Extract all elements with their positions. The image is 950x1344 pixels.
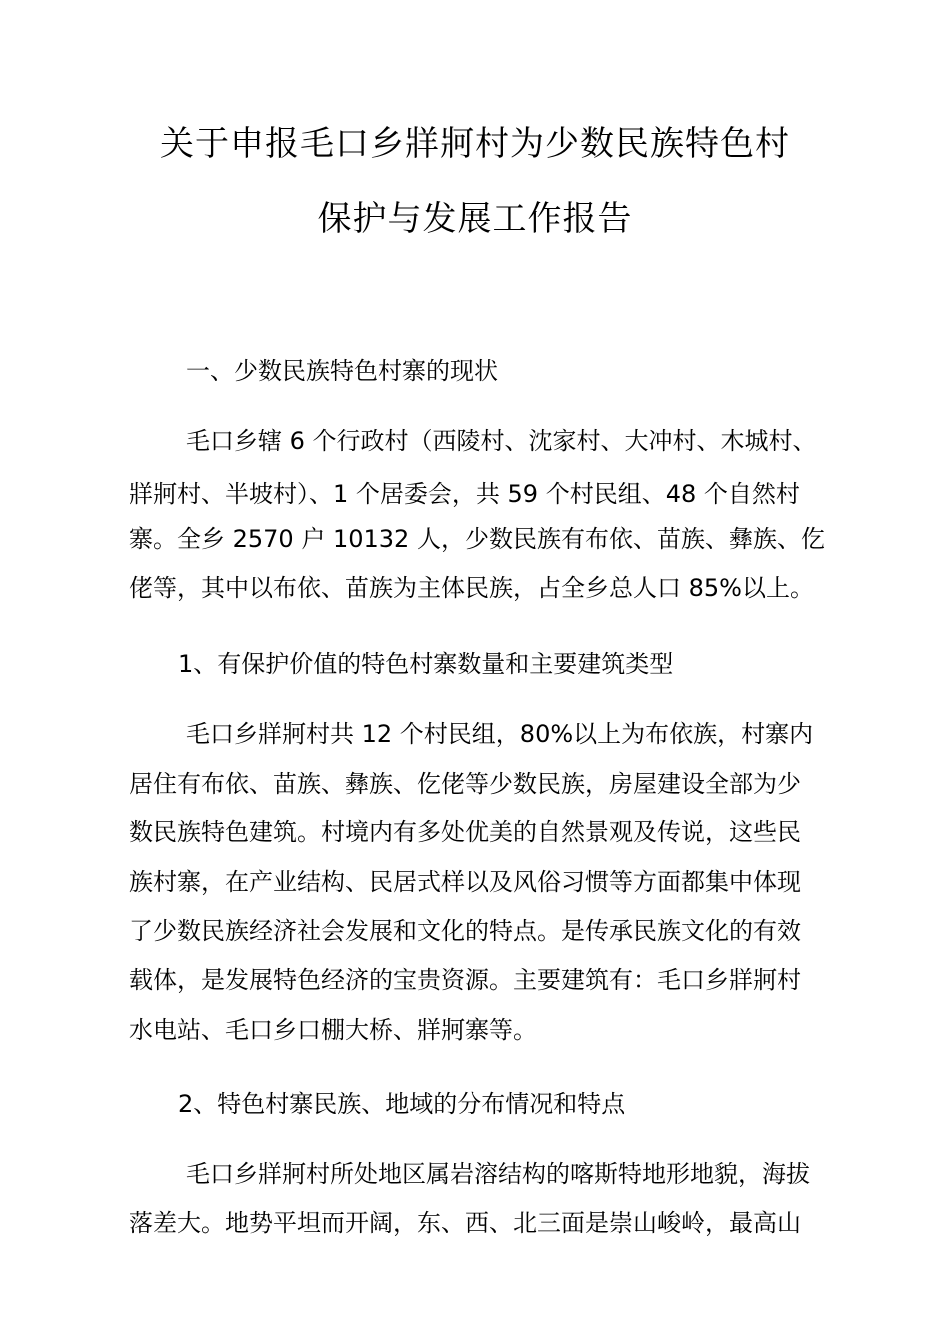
- paragraph-line: 水电站、毛口乡口棚大桥、牂牁寨等。: [129, 1016, 537, 1044]
- section-heading: 一、少数民族特色村寨的现状: [186, 357, 498, 385]
- document-title-line-1: 关于申报毛口乡牂牁村为少数民族特色村: [160, 124, 790, 164]
- subsection-heading: 2、特色村寨民族、地域的分布情况和特点: [178, 1090, 626, 1118]
- subsection-heading: 1、有保护价值的特色村寨数量和主要建筑类型: [178, 650, 674, 678]
- paragraph-line: 了少数民族经济社会发展和文化的特点。是传承民族文化的有效: [129, 917, 801, 945]
- paragraph-line: 寨。全乡 2570 户 10132 人，少数民族有布依、苗族、彝族、仡: [129, 525, 825, 553]
- paragraph-line: 族村寨，在产业结构、民居式样以及风俗习惯等方面都集中体现: [129, 868, 801, 896]
- paragraph-line: 毛口乡牂牁村所处地区属岩溶结构的喀斯特地形地貌，海拔: [186, 1160, 810, 1188]
- document-title-line-2: 保护与发展工作报告: [317, 199, 633, 239]
- paragraph-line: 载体，是发展特色经济的宝贵资源。主要建筑有：毛口乡牂牁村: [129, 966, 801, 994]
- paragraph-line: 佬等，其中以布依、苗族为主体民族，占全乡总人口 85%以上。: [129, 574, 814, 602]
- paragraph-line: 落差大。地势平坦而开阔，东、西、北三面是崇山峻岭，最高山: [129, 1209, 801, 1237]
- paragraph-line: 毛口乡牂牁村共 12 个村民组，80%以上为布依族，村寨内: [186, 720, 814, 748]
- paragraph-line: 居住有布依、苗族、彝族、仡佬等少数民族，房屋建设全部为少: [129, 770, 801, 798]
- paragraph-line: 数民族特色建筑。村境内有多处优美的自然景观及传说，这些民: [129, 818, 801, 846]
- paragraph-line: 毛口乡辖 6 个行政村（西陵村、沈家村、大冲村、木城村、: [186, 427, 817, 455]
- paragraph-line: 牂牁村、半坡村）、1 个居委会，共 59 个村民组、48 个自然村: [129, 480, 800, 508]
